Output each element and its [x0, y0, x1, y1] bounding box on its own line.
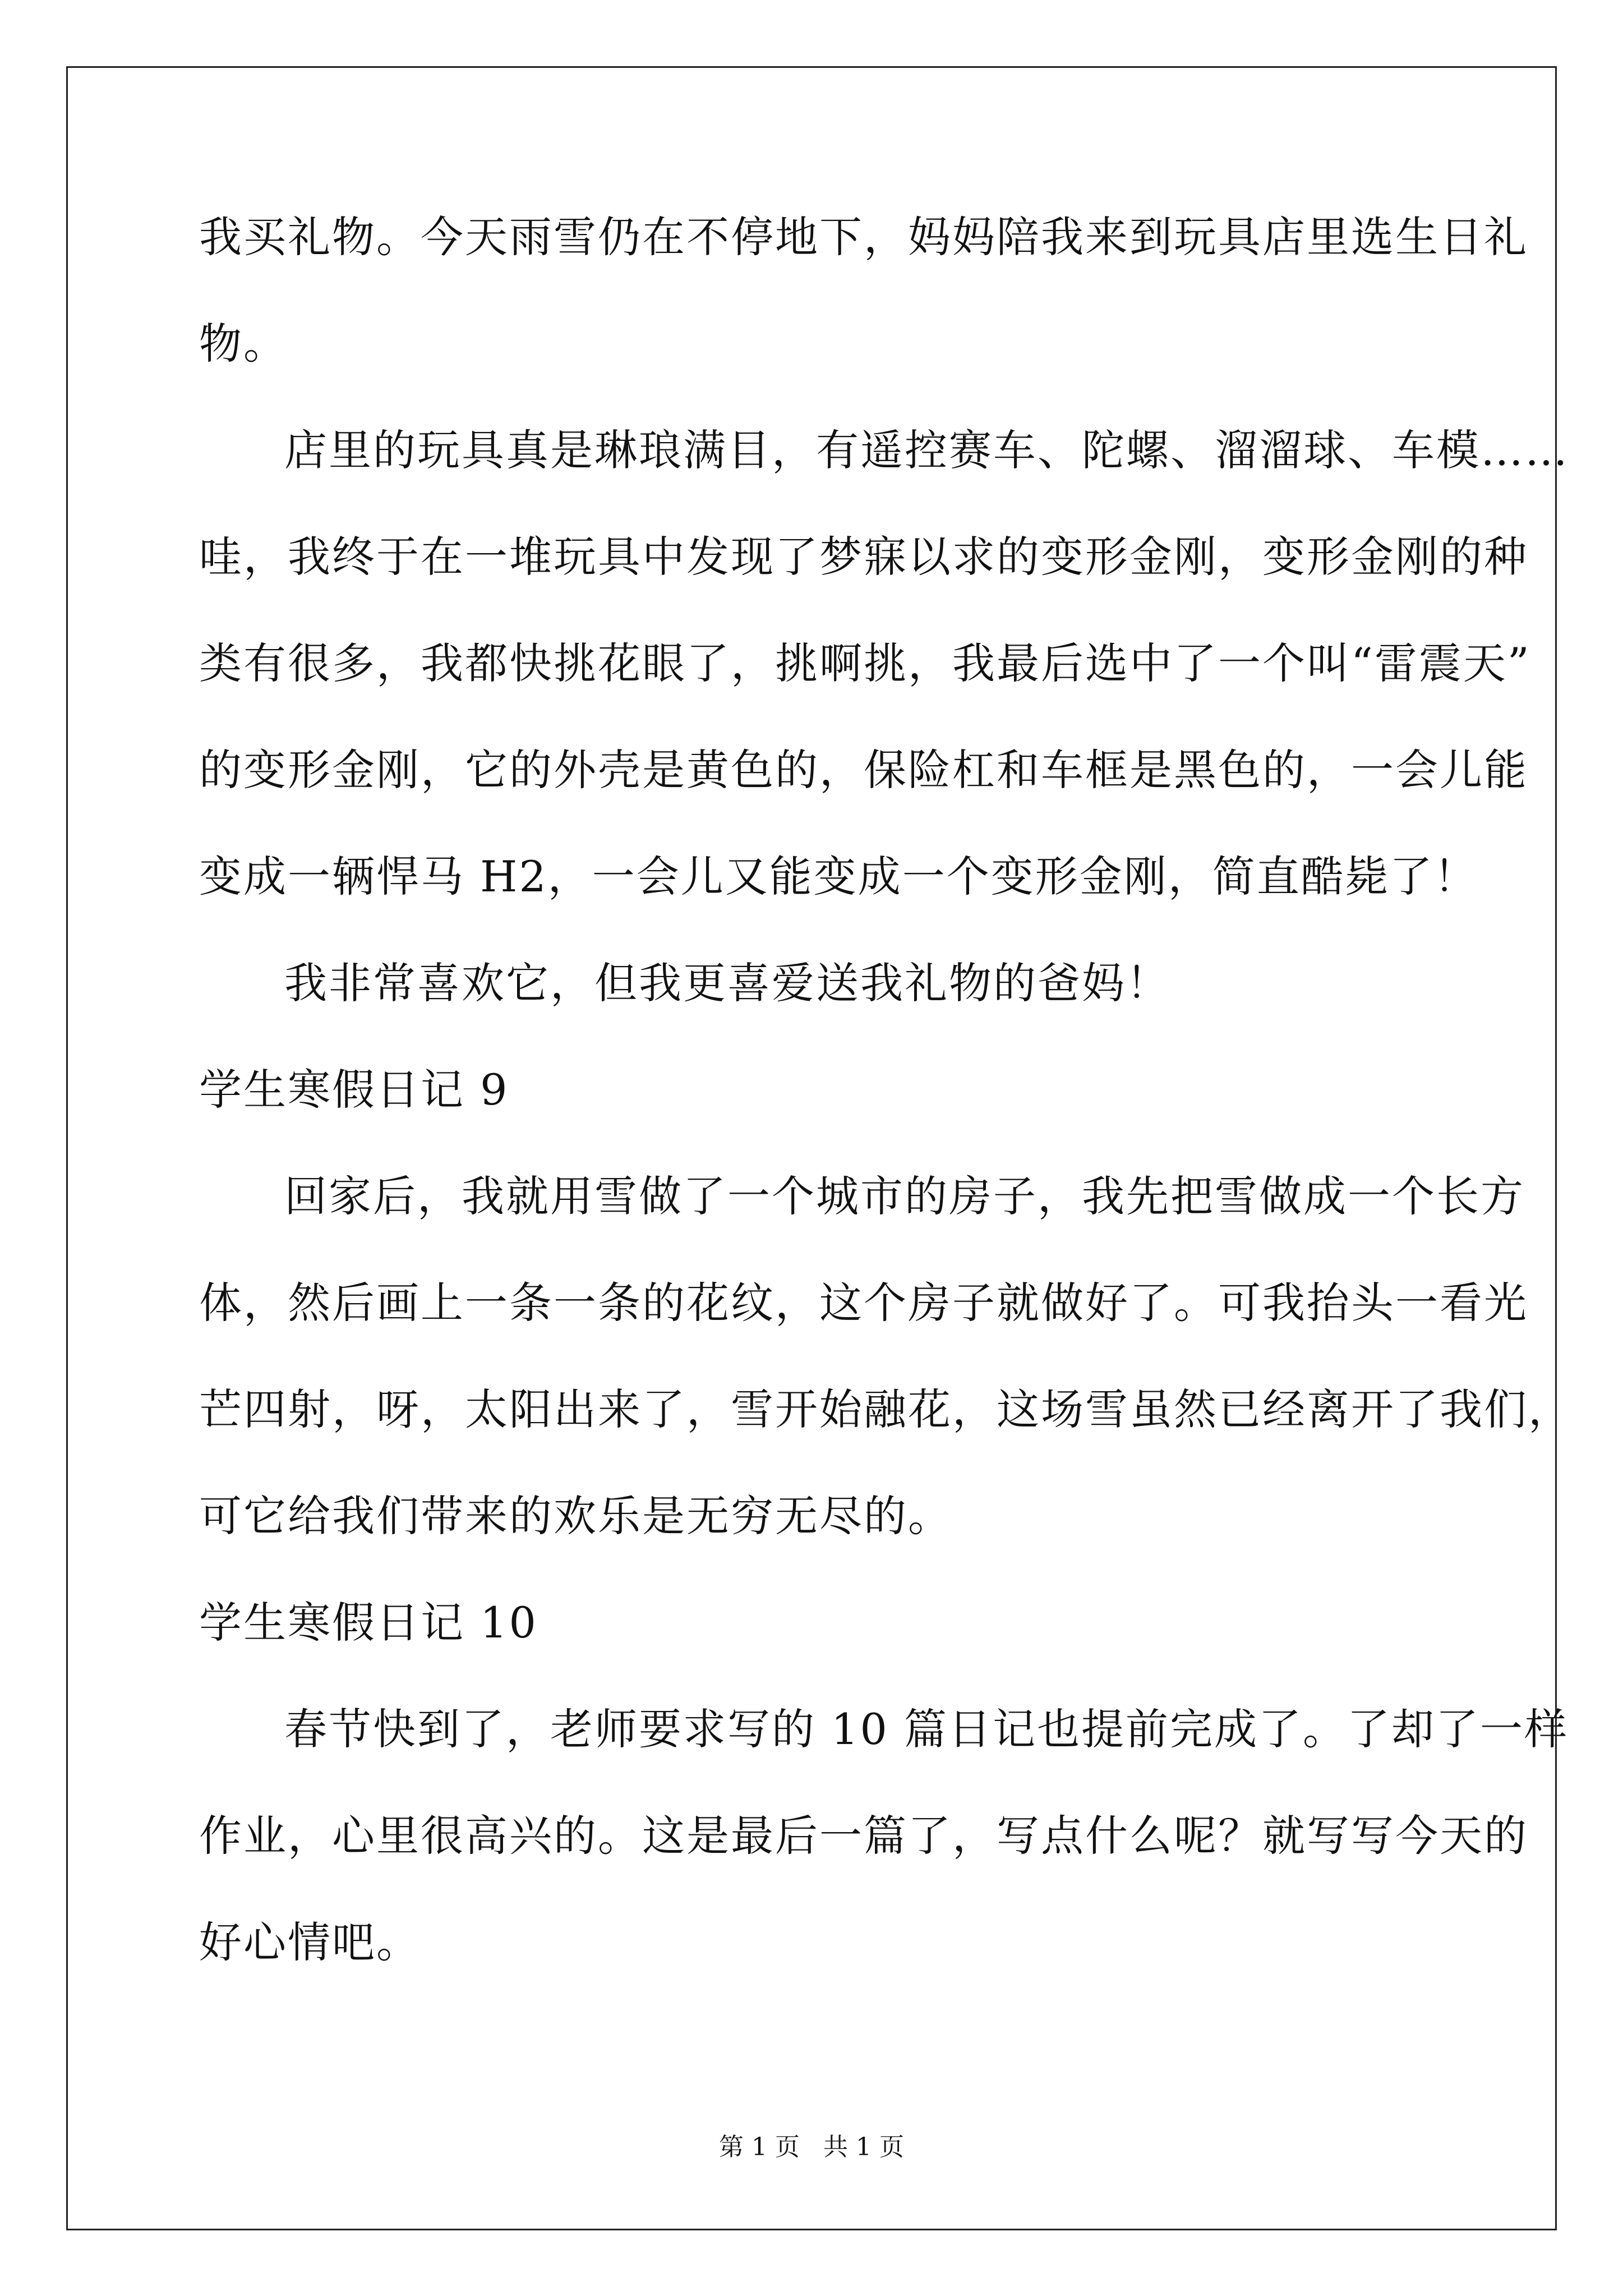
paragraph-line: 哇，我终于在一堆玩具中发现了梦寐以求的变形金刚，变形金刚的种 [199, 532, 1528, 582]
paragraph-line: 物。 [199, 319, 288, 369]
paragraph-line: 变成一辆悍马 H2，一会儿又能变成一个变形金刚，简直酷毙了！ [199, 852, 1478, 901]
page-number-footer: 第 1 页 共 1 页 [719, 2133, 904, 2161]
paragraph-line: 好心情吧。 [199, 1917, 421, 1967]
paragraph-line: 回家后，我就用雪做了一个城市的房子，我先把雪做成一个长方 [284, 1171, 1525, 1221]
paragraph-line: 芒四射，呀，太阳出来了，雪开始融花，这场雪虽然已经离开了我们， [199, 1384, 1573, 1434]
paragraph-line: 作业，心里很高兴的。这是最后一篇了，写点什么呢？就写写今天的 [199, 1811, 1528, 1861]
paragraph-line: 可它给我们带来的欢乐是无穷无尽的。 [199, 1491, 952, 1541]
section-heading: 学生寒假日记 10 [199, 1598, 538, 1648]
section-heading: 学生寒假日记 9 [199, 1065, 509, 1115]
paragraph-line: 春节快到了，老师要求写的 10 篇日记也提前完成了。了却了一样 [284, 1704, 1569, 1754]
paragraph-line: 店里的玩具真是琳琅满目，有遥控赛车、陀螺、溜溜球、车模…… [284, 425, 1569, 475]
page-border [66, 66, 1557, 2230]
paragraph-line: 的变形金刚，它的外壳是黄色的，保险杠和车框是黑色的，一会儿能 [199, 745, 1528, 795]
paragraph-line: 类有很多，我都快挑花眼了，挑啊挑，我最后选中了一个叫“雷震天” [199, 638, 1531, 688]
paragraph-line: 我买礼物。今天雨雪仍在不停地下，妈妈陪我来到玩具店里选生日礼 [199, 212, 1528, 262]
paragraph-line: 我非常喜欢它，但我更喜爱送我礼物的爸妈！ [284, 958, 1170, 1008]
paragraph-line: 体，然后画上一条一条的花纹，这个房子就做好了。可我抬头一看光 [199, 1278, 1528, 1328]
